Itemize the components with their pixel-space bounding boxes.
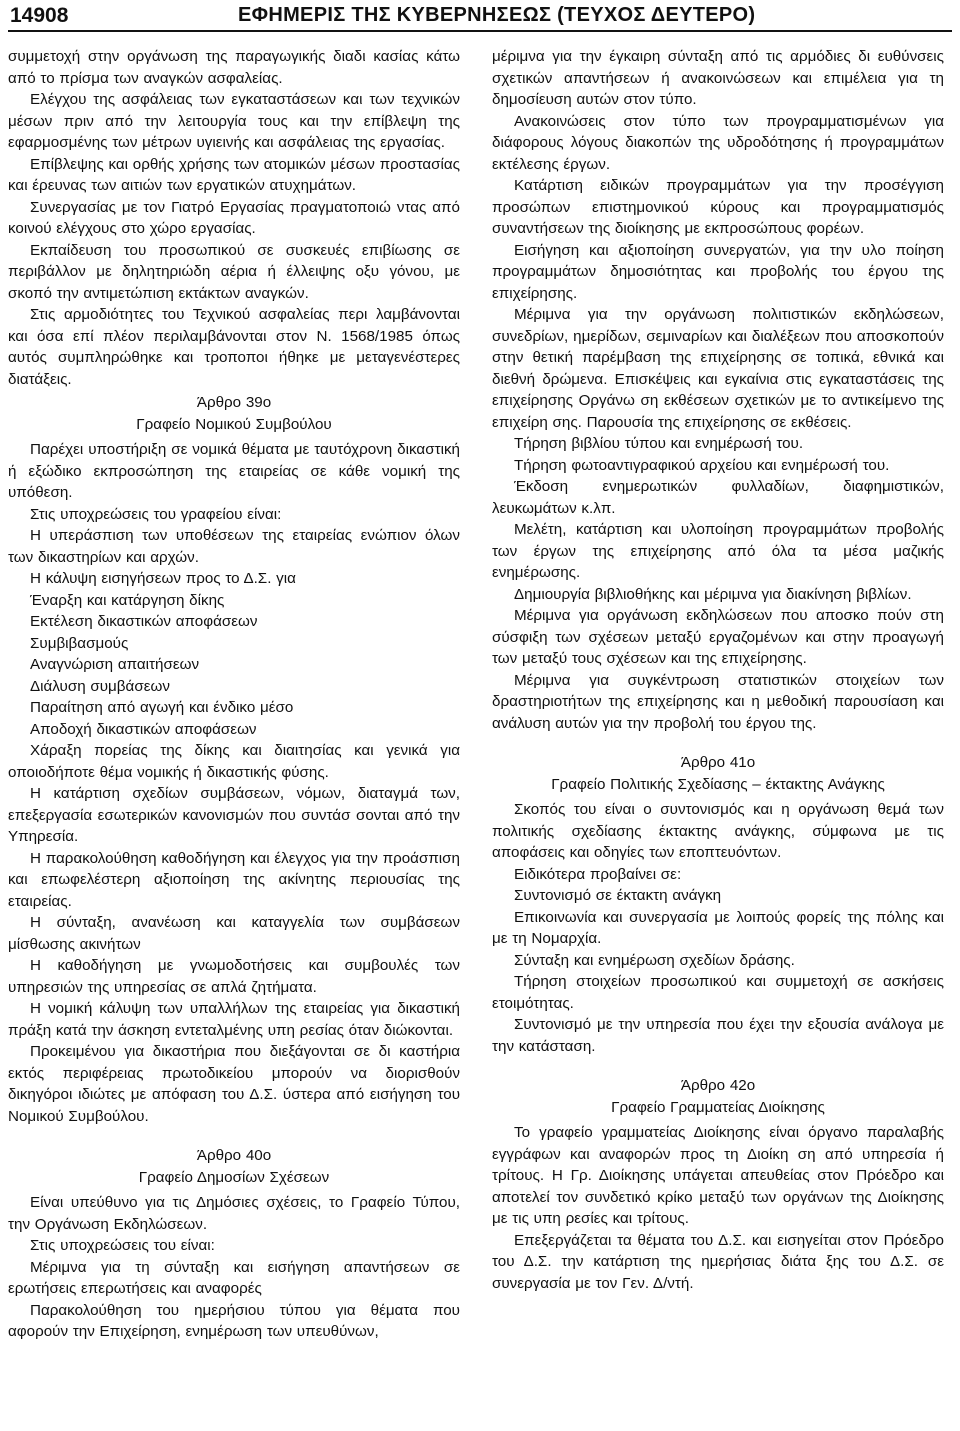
paragraph: Ειδικότερα προβαίνει σε: [514,865,682,883]
left-column [8,46,460,1343]
paragraph: Συνεργασίας με τον Γιατρό Εργασίας πραγματοποιώ ντας από κοινού ελέγχους στο χώρο εργασίας. [8,198,460,237]
article-number: Άρθρο 42ο [680,1077,756,1094]
paragraph: Κατάρτιση ειδικών προγραμμάτων για την προσέγγιση προσώπων επιστημονικού κύρους και προγραμματισμός συναντήσεων της διοίκησης με εκπροσώπους φορέων. [492,177,944,237]
list-item: Συντονισμό σε έκτακτη ανάγκη [514,887,722,904]
paragraph: Χάραξη πορείας της δίκης και διαιτησίας και γενικά για οποιοδήποτε θέμα νομικής ή δικαστικής φύσης. [8,742,460,781]
paragraph: Προκειμένου για δικαστήρια που διεξάγονται σε δι καστήρια εκτός περιφέρειας πρωτοδικείου μπορούν να διορισθούν δικηγόροι ιδιώτες με απόφαση του Δ.Σ. ύστερα από εισήγηση του Νομικού Συμβούλου. [8,1043,460,1125]
list-item: Εκτέλεση δικαστικών αποφάσεων [30,613,258,630]
paragraph: Στις υποχρεώσεις του γραφείου είναι: [30,505,282,523]
paragraph: συμμετοχή στην οργάνωση της παραγωγικής διαδι κασίας κάτω από το πρίσμα των αναγκών ασφαλείας. [8,48,460,87]
list-item: Παραίτηση από αγωγή και ένδικο μέσο [30,699,294,716]
article-number: Άρθρο 39ο [196,394,272,411]
gazette-title: ΕΦΗΜΕΡΙΣ ΤΗΣ ΚΥΒΕΡΝΗΣΕΩΣ (ΤΕΥΧΟΣ ΔΕΥΤΕΡΟ) [238,4,756,26]
article-title: Γραφείο Γραμματείας Διοίκησης [611,1098,825,1116]
list-item: Αποδοχή δικαστικών αποφάσεων [30,720,257,738]
paragraph: Η παρακολούθηση καθοδήγηση και έλεγχος για την προάσπιση και επωφελέστερη αξιοποίηση της ακίνητης περιουσίας της εταιρείας. [8,849,460,910]
paragraph: Έκδοση ενημερωτικών φυλλαδίων, διαφημιστικών, λευκωμάτων κ.λπ. [492,478,944,517]
list-item: Συμβιβασμούς [30,634,129,652]
paragraph: Παρέχει υποστήριξη σε νομικά θέματα με ταυτόχρονη δικαστική ή εξώδικο εκπροσώπηση της εταιρείας σε κάθε νομική της υπόθεση. [8,441,460,501]
paragraph: Ανακοινώσεις στον τύπο των προγραμματισμένων για διάφορους λόγους διακοπών της υδροδότησης ή προγραμμάτων εκτέλεσης έργων. [492,112,944,173]
paragraph: Η κατάρτιση σχεδίων συμβάσεων, νόμων, διαταγμά των, επεξεργασία εσωτερικών κανονισμών που συντάσ σονται από την Υπηρεσία. [8,785,460,845]
paragraph: Συντονισμό με την υπηρεσία που έχει την εξουσία ανάλογα με την κατάσταση. [492,1016,944,1055]
paragraph: Είναι υπεύθυνο για τις Δημόσιες σχέσεις, το Γραφείο Τύπου, την Οργάνωση Εκδηλώσεων. [8,1194,460,1233]
paragraph: Τήρηση στοιχείων προσωπικού και συμμετοχή σε ασκήσεις ετοιμότητας. [492,973,944,1012]
page-header [8,4,952,32]
paragraph: Επεξεργάζεται τα θέματα του Δ.Σ. και εισηγείται στον Πρόεδρο του Δ.Σ. την κατάρτιση της ημερήσιας διάτα ξης του Δ.Σ. σε συνεργασία με τον Γεν. Δ/ντή. [492,1231,944,1292]
paragraph: Μέριμνα για οργάνωση εκδηλώσεων που αποσκο πούν στη σύσφιξη των σχέσεων μεταξύ εργαζομένων και στην προαγωγή των μεταξύ τους σχέσεων και της επιχείρησης. [492,607,944,667]
paragraph: Η κάλυψη εισηγήσεων προς το Δ.Σ. για [30,570,296,587]
paragraph: Δημιουργία βιβλιοθήκης και μέριμνα για διακίνηση βιβλίων. [514,585,912,603]
paragraph: Μέριμνα για συγκέντρωση στατιστικών στοιχείων των δραστηριοτήτων της επιχείρησης και η μεθοδική παρουσίαση και ανάλυση αυτών για την προβολή του έργου της. [492,671,944,732]
right-column [492,46,944,1294]
article-number: Άρθρο 41ο [680,754,756,771]
article-title: Γραφείο Πολιτικής Σχεδίασης – έκτακτης Ανάγκης [551,775,885,793]
paragraph: Παρακολούθηση του ημερήσιου τύπου για θέματα που αφορούν την Επιχείρηση, ενημέρωση των υπευθύνων, [8,1301,460,1340]
list-item: Έναρξη και κατάργηση δίκης [30,591,225,609]
paragraph: Η σύνταξη, ανανέωση και καταγγελία των συμβάσεων μίσθωσης ακινήτων [8,914,460,953]
paragraph: Μέριμνα για την οργάνωση πολιτιστικών εκδηλώσεων, συνεδρίων, ημερίδων, σεμιναρίων και διαλέξεων που αποσκοπούν στην θετική παρέμβαση της επιχείρησης σε τοπικά, εθνικά και διεθνή δρώμενα. Επισκέψεις και εγκαίνια στις εγκαταστάσεις της επιχείρησης Οργάνω ση εκθέσεων σχετικών με το αντικείμενο της επιχείρη σης. Παρουσία της επιχείρησης σε εκθέσεις. [492,306,944,431]
paragraph: Σκοπός του είναι ο συντονισμός και η οργάνωση θεμά των πολιτικής σχεδίασης έκτακτης ανάγκης, σύμφωνα με τις αποφάσεις και οδηγίες των εποπτευόντων. [492,801,944,861]
page-number: 14908 [10,4,69,27]
paragraph: Επίβλεψης και ορθής χρήσης των ατομικών μέσων προστασίας και έρευνας των αιτιών των εργατικών ατυχημάτων. [8,155,460,194]
paragraph: μέριμνα για την έγκαιρη σύνταξη από τις αρμόδιες δι ευθύνσεις σχετικών απαντήσεων ή ανακοινώσεων και επιμέλεια για τη δημοσίευση αυτών στον τύπο. [492,48,944,108]
paragraph: Μέριμνα για τη σύνταξη και εισήγηση απαντήσεων σε ερωτήσεις επερωτήσεις και αναφορές [8,1258,460,1297]
list-item: Διάλυση συμβάσεων [30,677,170,695]
article-title: Γραφείο Δημοσίων Σχέσεων [138,1168,330,1186]
paragraph: Τήρηση βιβλίου τύπου και ενημέρωσή του. [514,435,804,452]
paragraph: Η καθοδήγηση με γνωμοδοτήσεις και συμβουλές των υπηρεσιών της υπηρεσίας σε απλά ζητήματα. [8,957,460,996]
paragraph: Στις υποχρεώσεις του είναι: [30,1237,215,1254]
paragraph: Εκπαίδευση του προσωπικού σε συσκευές επιβίωσης σε περιβάλλον με δηλητηριώδη αέρια ή έλλειψης οξυ γόνου, με σκοπό την αντιμετώπιση εκτάκτων αναγκών. [8,241,460,302]
list-item: Αναγνώριση απαιτήσεων [30,656,200,673]
paragraph: Μελέτη, κατάρτιση και υλοποίηση προγραμμάτων προβολής των έργων της επιχείρησης από όλα τα μέσα μαζικής ενημέρωσης. [492,521,944,581]
article-number: Άρθρο 40ο [196,1147,272,1164]
article-title: Γραφείο Νομικού Συμβούλου [136,415,332,433]
paragraph: Επικοινωνία και συνεργασία με λοιπούς φορείς της πόλης και με τη Νομαρχία. [492,908,944,947]
paragraph: Στις αρμοδιότητες του Τεχνικού ασφαλείας περι λαμβάνονται και όσα επί πλέον περιλαμβάνονται στον Ν. 1568/1985 όπως αυτός συμπληρώθηκε και τροποποι ήθηκε με μεταγενέστερες διατάξεις. [8,306,460,388]
paragraph: Σύνταξη και ενημέρωση σχεδίων δράσης. [514,951,795,969]
paragraph: Εισήγηση και αξιοποίηση συνεργατών, για την υλο ποίηση προγραμμάτων δημοσιότητας και προβολής του έργου της επιχείρησης. [492,241,944,302]
paragraph: Το γραφείο γραμματείας Διοίκησης είναι όργανο παραλαβής εγγράφων και αναφορών προς τη Διοίκη ση από υπηρεσία ή τρίτους. Η Γρ. Διοίκησης υπάγεται απευθείας στον Πρόεδρο και αποτελεί τον συνδετικό κρίκο μεταξύ των οργάνων της Διοίκησης με τις υπη ρεσίες και τρίτους. [492,1124,944,1227]
paragraph: Η νομική κάλυψη των υπαλλήλων της εταιρείας για δικαστική πράξη κατά την άσκηση εντεταλμένης υπη ρεσίας όταν διώκονται. [8,1000,460,1039]
paragraph: Ελέγχου της ασφάλειας των εγκαταστάσεων και των τεχνικών μέσων πριν από την λειτουργία τους και την επίβλεψη της εφαρμοσμένης των μέτρων υγιεινής και ασφάλειας της εργασίας. [8,91,460,151]
paragraph: Η υπεράσπιση των υποθέσεων της εταιρείας ενώπιον όλων των δικαστηρίων και αρχών. [8,527,460,566]
paragraph: Τήρηση φωτοαντιγραφικού αρχείου και ενημέρωσή του. [514,456,890,474]
